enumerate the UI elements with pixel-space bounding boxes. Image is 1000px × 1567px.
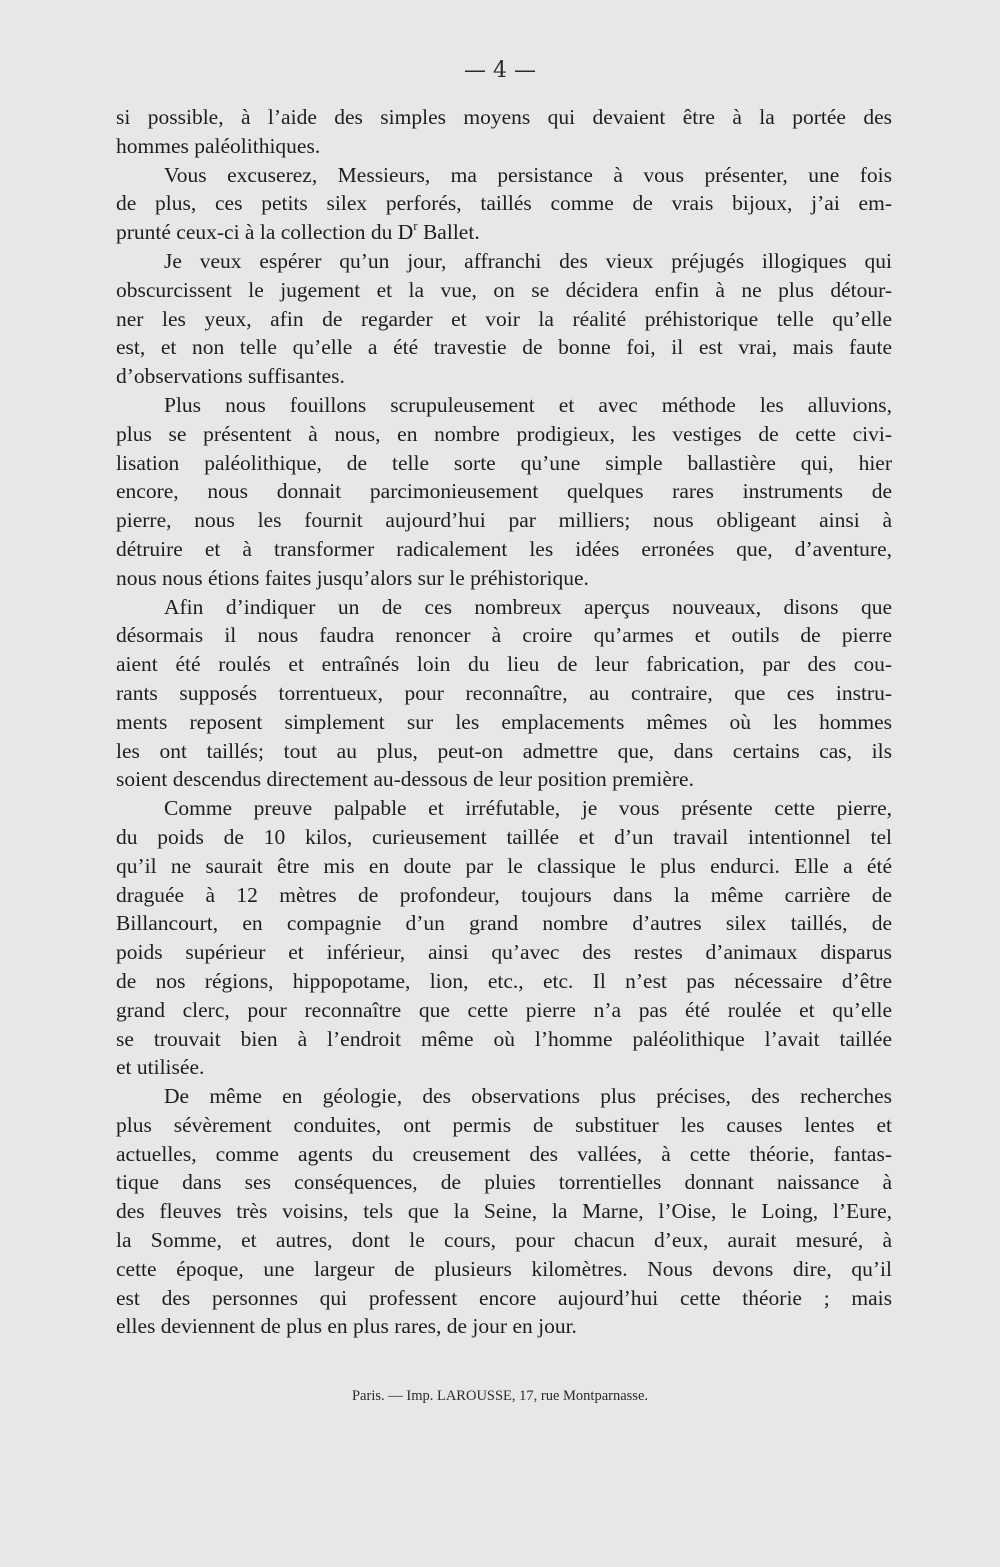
- text-line: Billancourt, en compagnie d’un grand nombre d’autres silex taillés, de: [116, 911, 892, 936]
- superscript: r: [413, 219, 418, 234]
- text-line: cette époque, une largeur de plusieurs kilomètres. Nous devons dire, qu’il: [116, 1256, 892, 1281]
- text-line: soient descendus directement au-dessous de leur position première.: [116, 767, 694, 792]
- text-segment: Ballet.: [417, 220, 480, 245]
- text-line: elles deviennent de plus en plus rares, de jour en jour.: [116, 1314, 577, 1339]
- text-line: la Somme, et autres, dont le cours, pour chacun d’eux, aurait mesuré, à: [116, 1228, 892, 1253]
- text-line: plus se présentent à nous, en nombre prodigieux, les vestiges de cette civi-: [116, 421, 892, 446]
- printer-imprint: Paris. — Imp. LAROUSSE, 17, rue Montparnasse.: [351, 1388, 649, 1404]
- text-line: les ont taillés; tout au plus, peut-on admettre que, dans certains cas, ils: [116, 738, 892, 763]
- text-line: nous nous étions faites jusqu’alors sur le préhistorique.: [116, 565, 589, 590]
- text-line: est des personnes qui professent encore aujourd’hui cette théorie ; mais: [116, 1285, 892, 1310]
- text-line: encore, nous donnait parcimonieusement quelques rares instruments de: [116, 479, 892, 504]
- text-line: désormais il nous faudra renoncer à croire qu’armes et outils de pierre: [116, 623, 892, 648]
- text-line: ments reposent simplement sur les emplacements mêmes où les hommes: [116, 709, 892, 734]
- text-line: des fleuves très voisins, tels que la Seine, la Marne, l’Oise, le Loing, l’Eure,: [116, 1199, 892, 1224]
- text-line: draguée à 12 mètres de profondeur, toujours dans la même carrière de: [116, 882, 892, 907]
- text-line: est, et non telle qu’elle a été travestie de bonne foi, il est vrai, mais faute: [116, 335, 892, 360]
- text-line: rants supposés torrentueux, pour reconnaître, au contraire, que ces instru-: [116, 680, 892, 705]
- text-line: actuelles, comme agents du creusement des vallées, à cette théorie, fantas-: [116, 1141, 892, 1166]
- text-line: et utilisée.: [116, 1055, 205, 1080]
- text-line: obscurcissent le jugement et la vue, on se décidera enfin à ne plus détour-: [116, 277, 892, 302]
- text-line: d’observations suffisantes.: [116, 364, 345, 389]
- text-line: Comme preuve palpable et irréfutable, je vous présente cette pierre,: [164, 796, 892, 821]
- text-line: pierre, nous les fournit aujourd’hui par milliers; nous obligeant ainsi à: [116, 508, 892, 533]
- text-line: Afin d’indiquer un de ces nombreux aperçus nouveaux, disons que: [164, 594, 892, 619]
- text-line: poids supérieur et inférieur, ainsi qu’avec des restes d’animaux disparus: [116, 940, 892, 965]
- text-line: hommes paléolithiques.: [116, 133, 321, 158]
- text-line: qu’il ne saurait être mis en doute par le classique le plus endurci. Elle a été: [116, 853, 892, 878]
- text-line: plus sévèrement conduites, ont permis de substituer les causes lentes et: [116, 1112, 892, 1137]
- text-line: lisation paléolithique, de telle sorte qu’une simple ballastière qui, hier: [116, 450, 892, 475]
- page-number: — 4 —: [464, 58, 536, 83]
- text-line: du poids de 10 kilos, curieusement taillée et d’un travail intentionnel tel: [116, 824, 892, 849]
- text-line: Plus nous fouillons scrupuleusement et avec méthode les alluvions,: [164, 392, 892, 417]
- text-line: Vous excuserez, Messieurs, ma persistance à vous présenter, une fois: [164, 162, 892, 187]
- text-line: [116, 218, 892, 247]
- text-line: aient été roulés et entraînés loin du lieu de leur fabrication, par des cou-: [116, 652, 892, 677]
- text-line: détruire et à transformer radicalement les idées erronées que, d’aventure,: [116, 536, 892, 561]
- text-line: grand clerc, pour reconnaître que cette pierre n’a pas été roulée et qu’elle: [116, 997, 892, 1022]
- text-line: ner les yeux, afin de regarder et voir la réalité préhistorique telle qu’elle: [116, 306, 892, 331]
- body-text: [116, 103, 892, 1341]
- text-line: de plus, ces petits silex perforés, taillés comme de vrais bijoux, j’ai em-: [116, 191, 892, 216]
- text-line: de nos régions, hippopotame, lion, etc., etc. Il n’est pas nécessaire d’être: [116, 968, 892, 993]
- text-line: se trouvait bien à l’endroit même où l’homme paléolithique l’avait taillée: [116, 1026, 892, 1051]
- text-line: Je veux espérer qu’un jour, affranchi des vieux préjugés illogiques qui: [164, 248, 892, 273]
- text-line: tique dans ses conséquences, de pluies torrentielles donnant naissance à: [116, 1170, 892, 1195]
- text-line: De même en géologie, des observations plus précises, des recherches: [164, 1084, 892, 1109]
- text-segment: prunté ceux-ci à la collection du D: [116, 220, 414, 245]
- text-line: si possible, à l’aide des simples moyens qui devaient être à la portée des: [116, 105, 892, 129]
